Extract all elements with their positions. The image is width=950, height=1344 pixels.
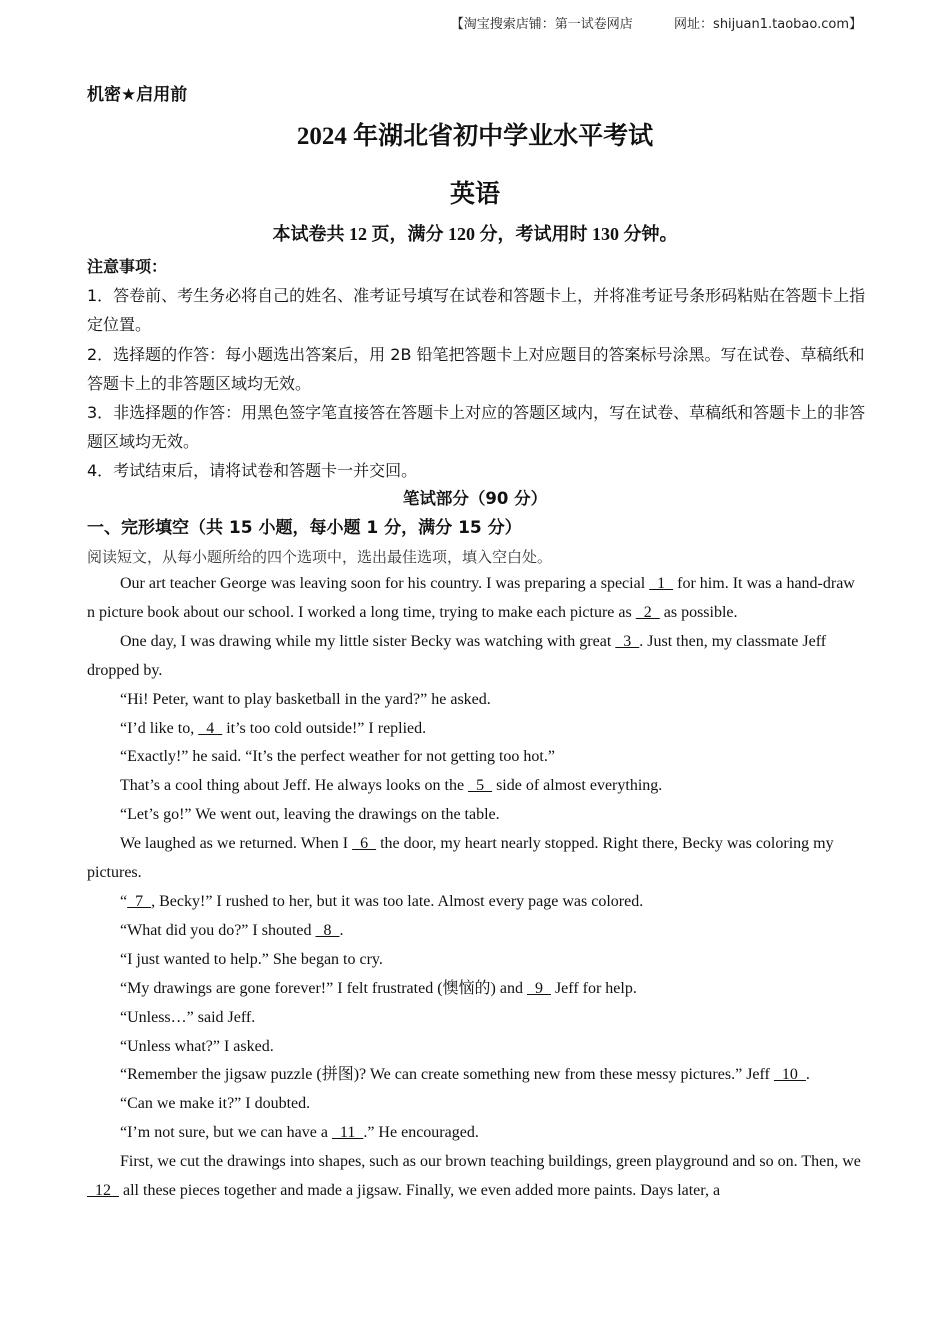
cloze-blank: 7 <box>127 892 152 910</box>
cloze-passage <box>87 570 865 1206</box>
passage-paragraph: “Unless what?” I asked. <box>120 1037 274 1055</box>
passage-paragraph: “I just wanted to help.” She began to cry. <box>120 950 383 968</box>
exam-info: 本试卷共 12 页，满分 120 分，考试用时 130 分钟。 <box>272 224 678 244</box>
passage-paragraph: That’s a cool thing about Jeff. He always looks on the 5 side of almost everything. <box>120 777 663 795</box>
written-section-title: 笔试部分（90 分） <box>402 489 548 508</box>
passage-paragraph: “What did you do?” I shouted 8 . <box>120 921 344 939</box>
cloze-blank: 1 <box>649 575 674 592</box>
header-url: 网址：shijuan1.taobao.com】 <box>674 17 862 32</box>
passage-paragraph: “Remember the jigsaw puzzle (拼图)? We can create something new from these messy pictures.” Jeff 10 . <box>120 1066 810 1084</box>
passage-paragraph: One day, I was drawing while my little sister Becky was watching with great 3 . Just then, my classmate Jeff dropped by. <box>87 632 827 679</box>
part-one-instruction: 阅读短文，从每小题所给的四个选项中，选出最佳选项，填入空白处。 <box>87 548 553 566</box>
secret-label: 机密★启用前 <box>87 85 188 105</box>
cloze-blank: 12 <box>87 1182 119 1200</box>
header-shop: 【淘宝搜索店铺：第一试卷网店 <box>450 17 633 32</box>
notice-item: 4．考试结束后，请将试卷和答题卡一并交回。 <box>87 461 418 481</box>
passage-paragraph: We laughed as we returned. When I 6 the door, my heart nearly stopped. Right there, Becky was coloring my pictures. <box>87 835 834 882</box>
passage-paragraph: First, we cut the drawings into shapes, such as our brown teaching buildings, green playground and so on. Then, we 12 all these pieces together and made a jigsaw. Finally, we even added more paints. Days later, a <box>87 1153 861 1200</box>
passage-paragraph: “Hi! Peter, want to play basketball in the yard?” he asked. <box>120 690 491 708</box>
passage-paragraph: “Let’s go!” We went out, leaving the drawings on the table. <box>120 806 500 824</box>
cloze-blank: 3 <box>615 632 640 650</box>
page-header <box>451 13 862 32</box>
cloze-blank: 4 <box>198 719 223 737</box>
passage-paragraph: Our art teacher George was leaving soon for his country. I was preparing a special 1 for him. It was a hand-draw n picture book about our school. I worked a long time, trying to make each picture as 2 as possible. <box>87 575 855 621</box>
notice-item: 2．选择题的作答：每小题选出答案后，用 2B 铅笔把答题卡上对应题目的答案标号涂黑。写在试卷、草稿纸和答题卡上的非答题区域均无效。 <box>87 344 865 393</box>
exam-title: 2024 年湖北省初中学业水平考试 <box>296 123 654 150</box>
notice-item: 3．非选择题的作答：用黑色签字笔直接答在答题卡上对应的答题区域内，写在试卷、草稿纸和答题卡上的非答题区域均无效。 <box>87 403 866 452</box>
passage-paragraph: “I’m not sure, but we can have a 11 .” He encouraged. <box>120 1124 479 1142</box>
passage-paragraph: “Can we make it?” I doubted. <box>120 1095 311 1113</box>
notice-item: 1．答卷前、考生务必将自己的姓名、准考证号填写在试卷和答题卡上，并将准考证号条形码粘贴在答题卡上指定位置。 <box>87 286 866 335</box>
cloze-blank: 10 <box>773 1066 806 1084</box>
subject-title: 英语 <box>449 181 500 208</box>
cloze-blank: 2 <box>635 603 660 621</box>
part-one-title: 一、完形填空（共 15 小题，每小题 1 分，满分 15 分） <box>87 518 522 538</box>
cloze-blank: 9 <box>526 979 551 997</box>
passage-paragraph: “Exactly!” he said. “It’s the perfect weather for not getting too hot.” <box>120 748 555 766</box>
passage-paragraph: “I’d like to, 4 it’s too cold outside!” I replied. <box>120 719 427 737</box>
cloze-blank: 11 <box>331 1124 364 1142</box>
passage-paragraph: “ 7 , Becky!” I rushed to her, but it was too late. Almost every page was colored. <box>120 892 644 910</box>
passage-paragraph: “Unless…” said Jeff. <box>120 1008 256 1026</box>
passage-paragraph: “My drawings are gone forever!” I felt frustrated (懊恼的) and 9 Jeff for help. <box>120 979 637 997</box>
notice-title: 注意事项： <box>87 257 168 276</box>
cloze-blank: 5 <box>468 777 493 795</box>
cloze-blank: 8 <box>315 921 340 939</box>
notice-block <box>87 252 867 486</box>
cloze-blank: 6 <box>352 835 377 853</box>
